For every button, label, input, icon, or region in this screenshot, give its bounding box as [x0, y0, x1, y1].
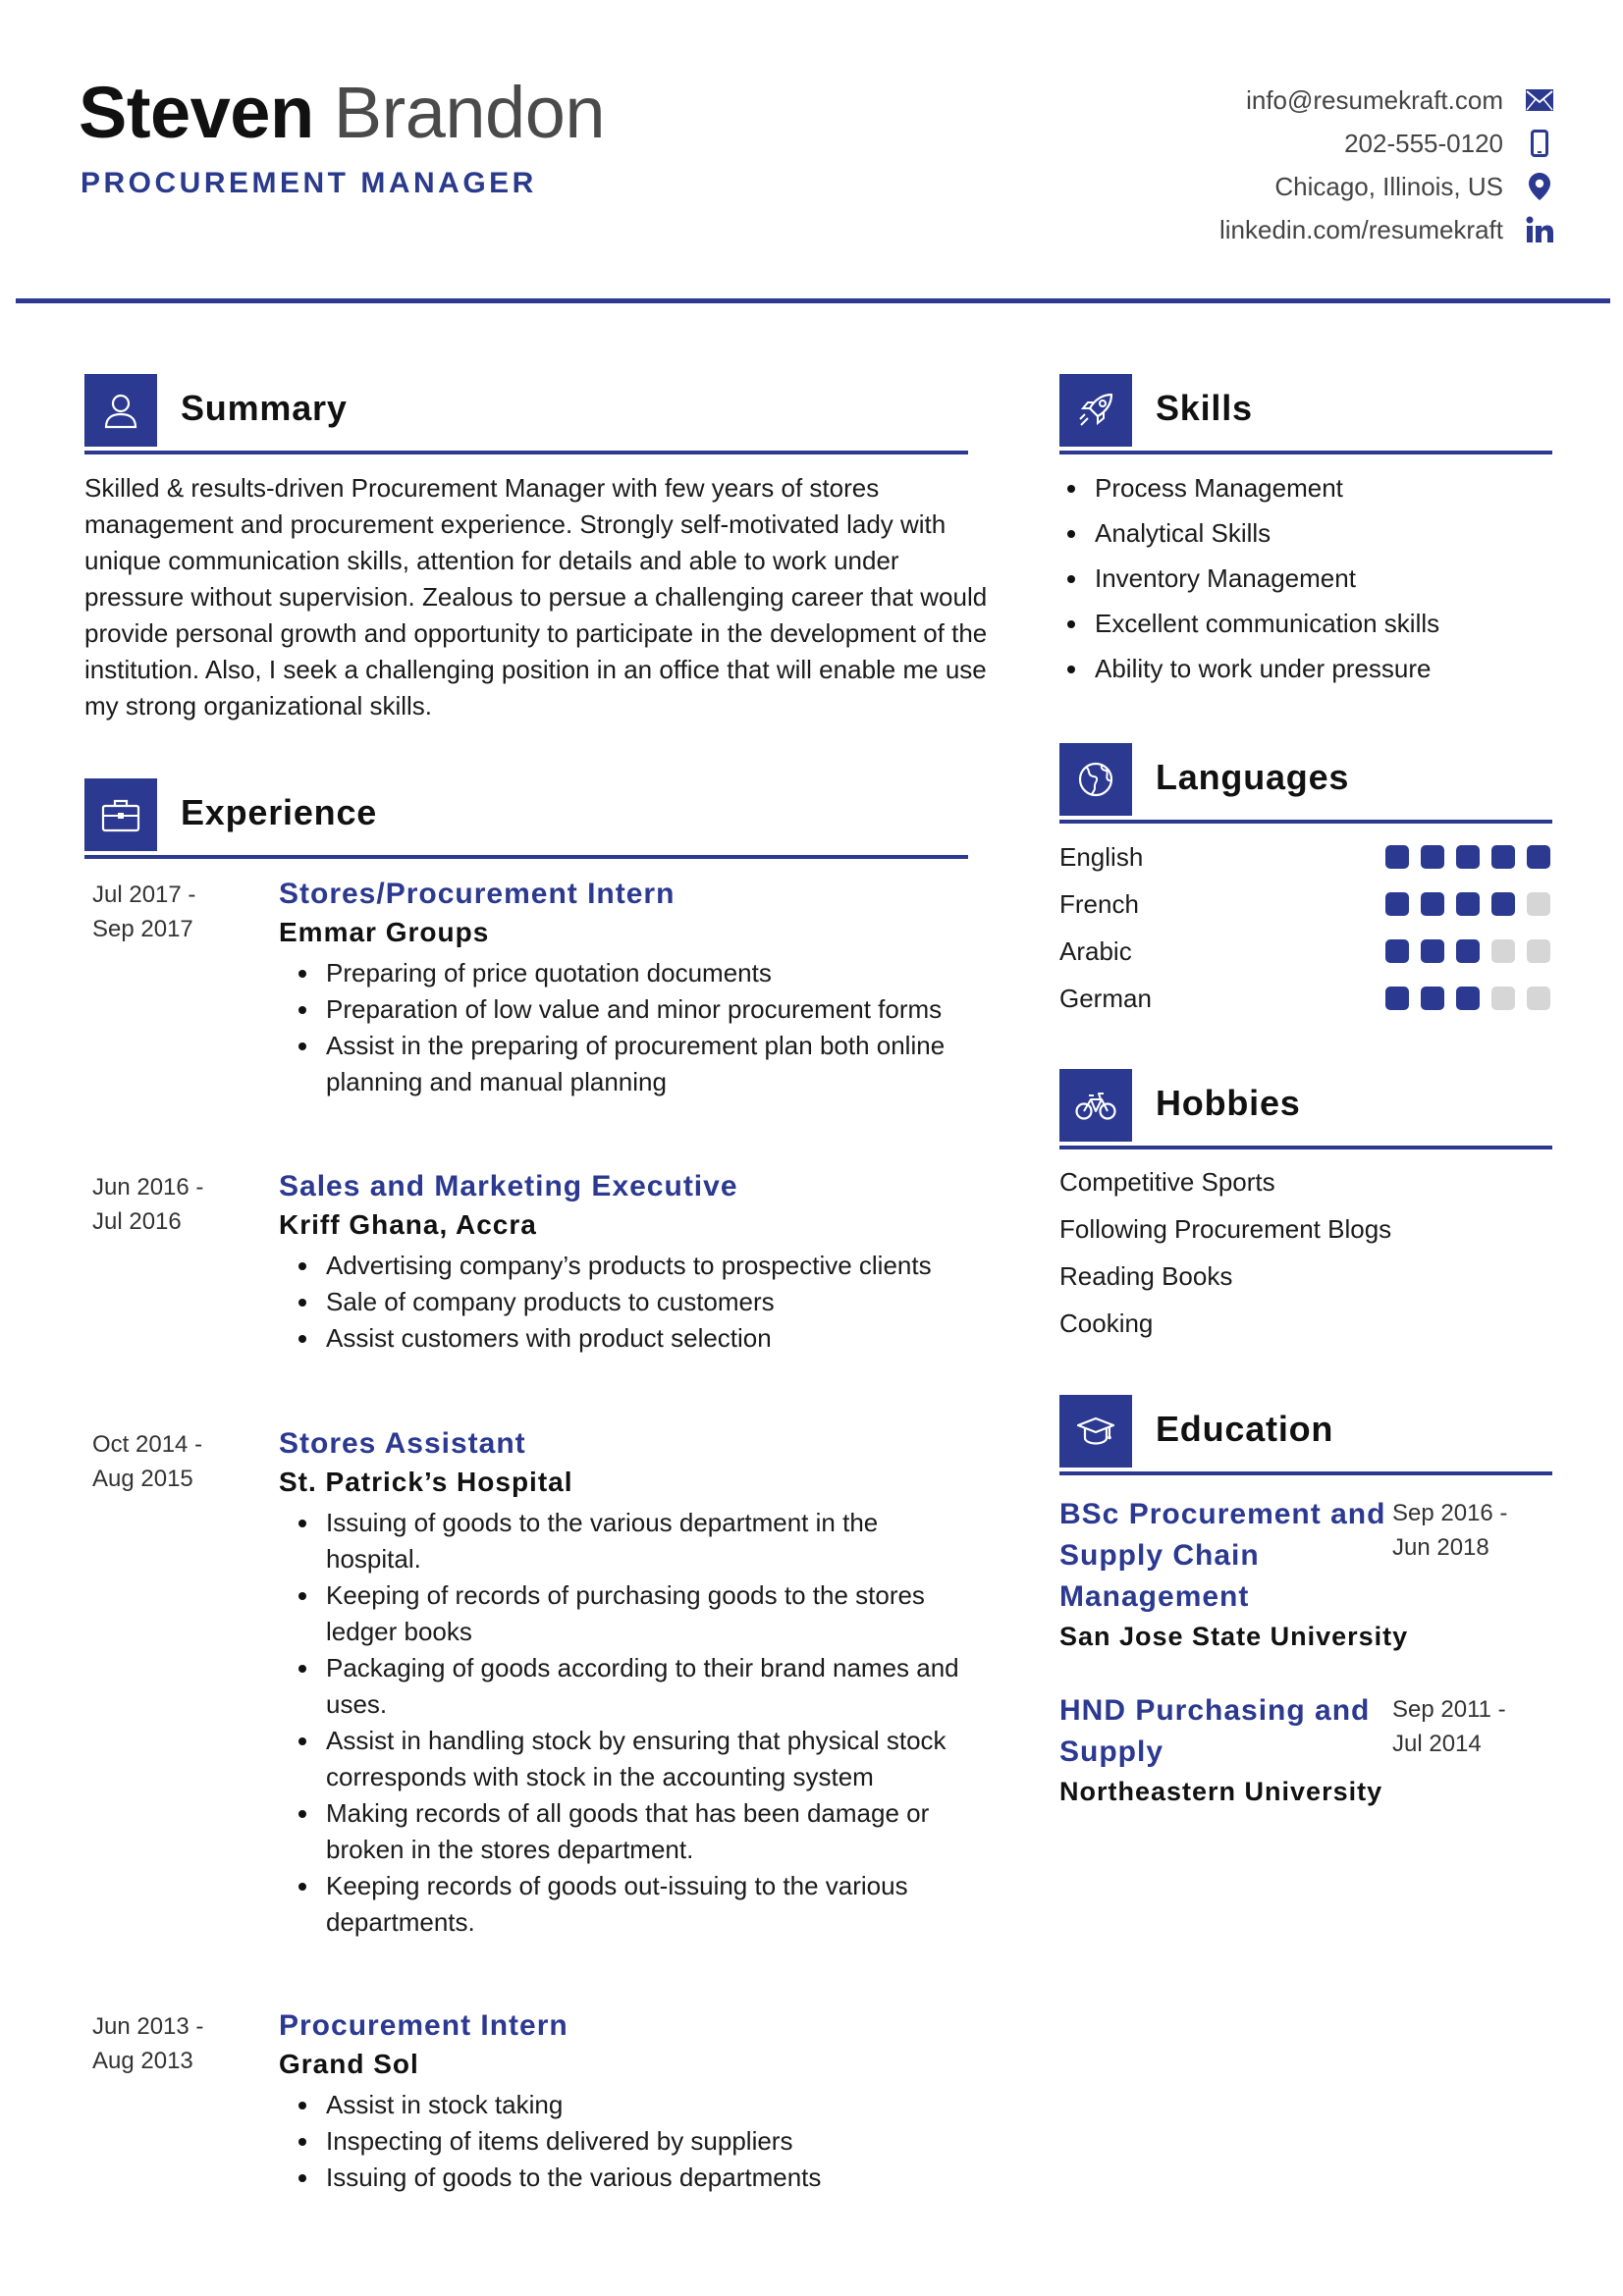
job-date-start: Oct 2014 -	[92, 1431, 203, 1458]
level-dot-empty	[1491, 987, 1515, 1010]
level-dot-filled	[1385, 939, 1409, 963]
hobbies-section-header	[1059, 1069, 1552, 1148]
user-icon	[84, 374, 157, 447]
job-1	[279, 875, 966, 1100]
list-item: Issuing of goods to the various departments	[279, 2160, 966, 2196]
envelope-icon	[1525, 85, 1554, 115]
job-date-start: Jun 2013 -	[92, 2013, 204, 2040]
level-dot-filled	[1421, 845, 1444, 869]
job-role: Procurement Intern	[279, 2009, 568, 2042]
globe-icon	[1059, 743, 1132, 816]
job-date-end: Aug 2013	[92, 2048, 193, 2074]
languages-section-header	[1059, 743, 1552, 822]
level-dot-filled	[1491, 892, 1515, 916]
job-org: Emmar Groups	[279, 917, 490, 947]
language-level-dots	[1385, 892, 1550, 916]
edu-date-start: Sep 2011 -	[1392, 1696, 1506, 1723]
level-dot-filled	[1456, 987, 1480, 1010]
level-dot-empty	[1527, 987, 1550, 1010]
language-row	[1059, 833, 1550, 881]
location-text: Chicago, Illinois, US	[1274, 171, 1503, 201]
school-name: San Jose State University	[1059, 1622, 1409, 1651]
languages-rule	[1059, 820, 1552, 824]
job-title: PROCUREMENT MANAGER	[81, 167, 537, 199]
location-pin-icon	[1525, 172, 1554, 201]
job-bullets	[279, 2087, 966, 2196]
job-2-dates	[92, 1170, 203, 1239]
language-name: German	[1059, 983, 1152, 1013]
job-role: Sales and Marketing Executive	[279, 1170, 738, 1202]
language-name: French	[1059, 888, 1139, 919]
job-role: Stores/Procurement Intern	[279, 878, 676, 910]
languages-list	[1059, 833, 1550, 1022]
list-item: Preparing of price quotation documents	[279, 955, 966, 991]
level-dot-filled	[1421, 939, 1444, 963]
job-bullets	[279, 1505, 966, 1941]
phone-icon	[1525, 129, 1554, 158]
edu-date-end: Jul 2014	[1392, 1731, 1482, 1757]
job-date-start: Jul 2017 -	[92, 881, 196, 908]
job-role: Stores Assistant	[279, 1427, 526, 1460]
level-dot-filled	[1385, 845, 1409, 869]
experience-section-header	[84, 778, 968, 857]
experience-rule	[84, 855, 968, 859]
candidate-name	[79, 69, 605, 157]
level-dot-filled	[1456, 845, 1480, 869]
language-level-dots	[1385, 987, 1550, 1010]
job-org: Grand Sol	[279, 2049, 419, 2079]
summary-heading: Summary	[181, 388, 348, 428]
education-item-2-dates	[1392, 1692, 1506, 1761]
list-item: Making records of all goods that has been damage or broken in the stores department.	[279, 1795, 966, 1868]
list-item: Assist in the preparing of procurement plan both online planning and manual planning	[279, 1028, 966, 1100]
degree-line: Supply Chain	[1059, 1539, 1260, 1572]
skills-section-header	[1059, 374, 1552, 453]
hobby-item: Competitive Sports	[1059, 1167, 1275, 1197]
briefcase-icon	[84, 778, 157, 851]
job-org: Kriff Ghana, Accra	[279, 1209, 537, 1240]
contact-location	[1274, 167, 1554, 206]
degree-line: BSc Procurement and	[1059, 1498, 1386, 1530]
hobby-item: Reading Books	[1059, 1261, 1233, 1291]
job-4	[279, 2006, 966, 2196]
job-4-dates	[92, 2009, 203, 2078]
job-org: St. Patrick’s Hospital	[279, 1467, 573, 1497]
level-dot-filled	[1385, 987, 1409, 1010]
education-item-1-dates	[1392, 1496, 1507, 1565]
level-dot-filled	[1527, 845, 1550, 869]
job-date-end: Jul 2016	[92, 1208, 182, 1235]
job-bullets	[279, 1248, 966, 1357]
hobbies-heading: Hobbies	[1156, 1083, 1301, 1123]
language-level-dots	[1385, 845, 1550, 869]
contact-linkedin[interactable]	[1219, 210, 1554, 249]
list-item: Preparation of low value and minor procurement forms	[279, 991, 966, 1028]
language-row	[1059, 881, 1550, 928]
level-dot-filled	[1385, 892, 1409, 916]
skills-rule	[1059, 451, 1552, 454]
education-section-header	[1059, 1395, 1552, 1473]
hobbies-list	[1059, 1158, 1391, 1347]
language-row	[1059, 928, 1550, 975]
graduation-cap-icon	[1059, 1395, 1132, 1468]
education-rule	[1059, 1471, 1552, 1475]
degree-line: Supply	[1059, 1735, 1164, 1768]
bicycle-icon	[1059, 1069, 1132, 1142]
level-dot-filled	[1491, 845, 1515, 869]
edu-date-start: Sep 2016 -	[1392, 1500, 1508, 1526]
list-item: Inspecting of items delivered by suppliers	[279, 2123, 966, 2160]
linkedin-text[interactable]: linkedin.com/resumekraft	[1219, 214, 1503, 244]
list-item: Packaging of goods according to their brand names and uses.	[279, 1650, 966, 1723]
degree-line: HND Purchasing and	[1059, 1694, 1371, 1727]
email-text[interactable]: info@resumekraft.com	[1246, 84, 1503, 115]
list-item: Assist in stock taking	[279, 2087, 966, 2123]
job-date-start: Jun 2016 -	[92, 1174, 204, 1201]
list-item: Keeping records of goods out-issuing to the various departments.	[279, 1868, 966, 1941]
experience-heading: Experience	[181, 792, 378, 832]
list-item: Sale of company products to customers	[279, 1284, 966, 1320]
skills-heading: Skills	[1156, 388, 1253, 428]
header-divider	[16, 298, 1610, 303]
list-item: Issuing of goods to the various department in the hospital.	[279, 1505, 966, 1577]
level-dot-empty	[1527, 892, 1550, 916]
level-dot-empty	[1491, 939, 1515, 963]
level-dot-filled	[1456, 892, 1480, 916]
hobbies-rule	[1059, 1146, 1552, 1149]
degree-line: Management	[1059, 1580, 1250, 1613]
list-item: Assist customers with product selection	[279, 1320, 966, 1357]
level-dot-filled	[1421, 987, 1444, 1010]
education-item-2	[1059, 1690, 1393, 1810]
level-dot-filled	[1456, 939, 1480, 963]
language-row	[1059, 975, 1550, 1022]
summary-rule	[84, 451, 968, 454]
hobby-item: Following Procurement Blogs	[1059, 1214, 1392, 1244]
contact-email[interactable]	[1246, 80, 1554, 120]
summary-text: Skilled & results-driven Procurement Manager with few years of stores management and procurement experience. Strongly self-motivated lady with unique communication skills, attention for details and able to work under pressure without supervision. Zealous to persue a challenging career that would provide personal growth and opportunity to participate in the development of the institution. Also, I seek a challenging position in an office that will enable me use my strong organizational skills.	[84, 473, 988, 721]
skill-item: Analytical Skills	[1059, 510, 1570, 556]
contact-phone[interactable]	[1344, 124, 1554, 163]
languages-heading: Languages	[1156, 757, 1350, 797]
edu-date-end: Jun 2018	[1392, 1534, 1489, 1561]
summary-section-header	[84, 374, 968, 453]
language-name: Arabic	[1059, 935, 1132, 966]
job-3-dates	[92, 1427, 202, 1496]
linkedin-icon	[1525, 215, 1554, 244]
list-item: Keeping of records of purchasing goods to the stores ledger books	[279, 1577, 966, 1650]
skill-item: Inventory Management	[1059, 556, 1570, 601]
phone-text[interactable]: 202-555-0120	[1344, 128, 1503, 158]
level-dot-empty	[1527, 939, 1550, 963]
job-date-end: Sep 2017	[92, 916, 193, 942]
job-bullets	[279, 955, 966, 1100]
language-level-dots	[1385, 939, 1550, 963]
level-dot-filled	[1421, 892, 1444, 916]
skill-item: Ability to work under pressure	[1059, 646, 1570, 691]
first-name: Steven	[79, 72, 314, 153]
job-2	[279, 1167, 966, 1357]
job-date-end: Aug 2015	[92, 1466, 193, 1492]
job-1-dates	[92, 878, 195, 946]
hobby-item: Cooking	[1059, 1308, 1154, 1338]
skill-item: Process Management	[1059, 465, 1570, 510]
skills-list	[1059, 465, 1570, 691]
rocket-icon	[1059, 374, 1132, 447]
last-name: Brandon	[333, 72, 606, 153]
skill-item: Excellent communication skills	[1059, 601, 1570, 646]
job-3	[279, 1424, 966, 1941]
school-name: Northeastern University	[1059, 1777, 1383, 1806]
list-item: Advertising company’s products to prospective clients	[279, 1248, 966, 1284]
education-item-1	[1059, 1494, 1409, 1655]
language-name: English	[1059, 841, 1144, 872]
list-item: Assist in handling stock by ensuring that physical stock corresponds with stock in the accounting system	[279, 1723, 966, 1795]
education-heading: Education	[1156, 1409, 1334, 1449]
